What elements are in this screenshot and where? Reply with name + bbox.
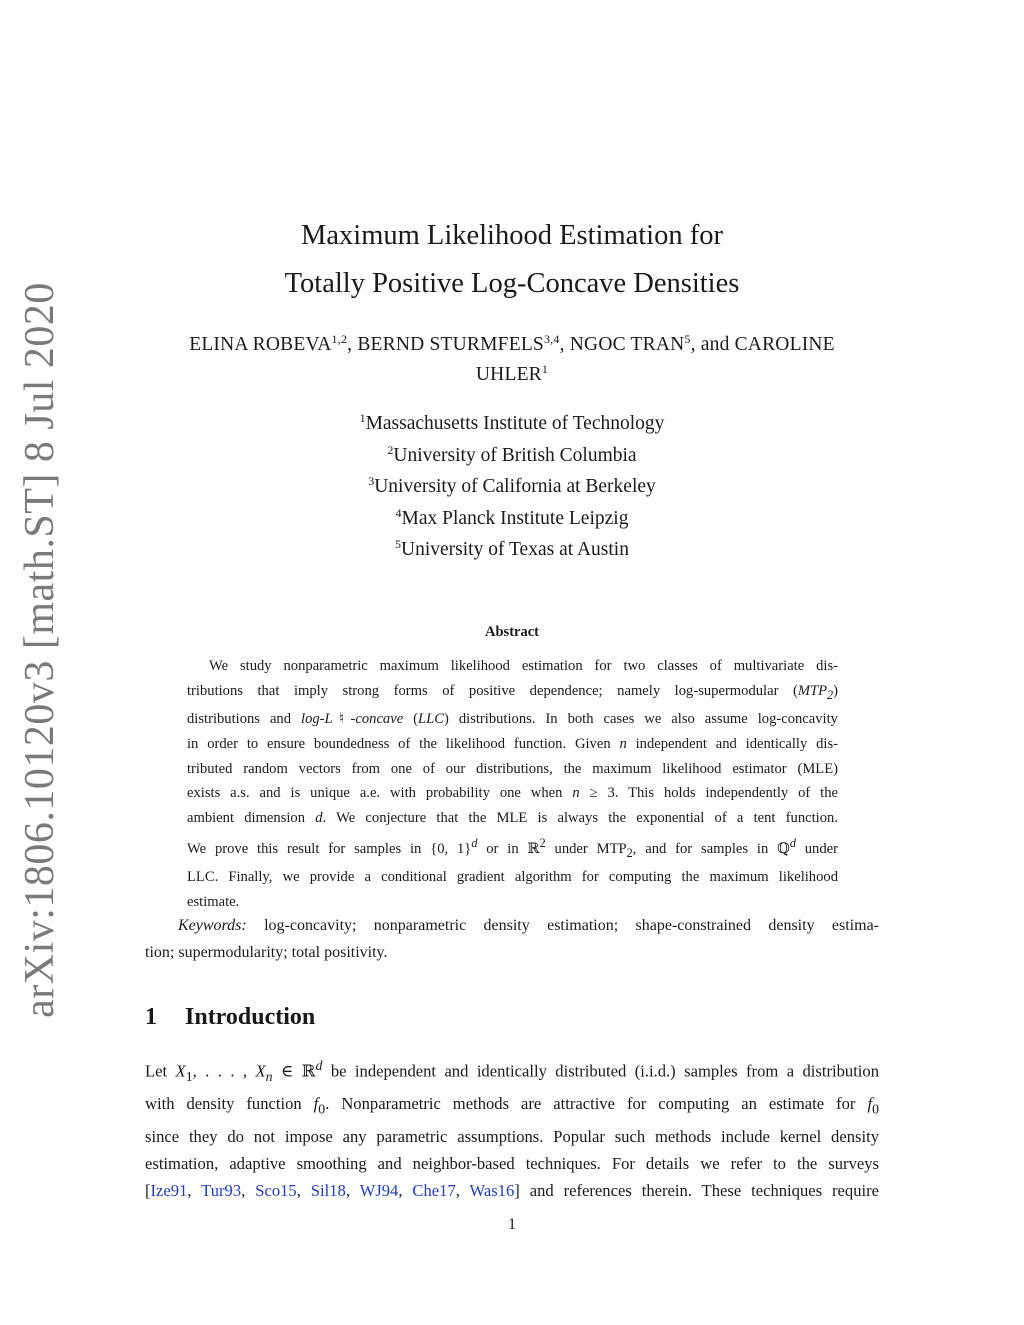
section-title: Introduction bbox=[185, 1004, 316, 1030]
citation-link[interactable]: Tur93 bbox=[201, 1180, 242, 1200]
abstract-heading: Abstract bbox=[485, 624, 539, 640]
affil-number: 1 bbox=[359, 411, 366, 425]
citation-link[interactable]: WJ94 bbox=[359, 1180, 399, 1200]
keywords-line: Keywords: log-concavity; nonparametric density estimation; shape-constrained density estima- bbox=[178, 917, 879, 934]
citation-link[interactable]: Che17 bbox=[412, 1180, 456, 1200]
affiliation bbox=[0, 471, 1024, 503]
affil-number: 4 bbox=[395, 505, 402, 520]
affil-number: 3 bbox=[368, 474, 375, 488]
affil-number: 5 bbox=[395, 537, 402, 551]
abstract-line: We prove this result for samples in {0, 1}$^d$ or in ℝ$^2$ under $MTP_2$, and for samples in ℚ$^d$ under bbox=[187, 835, 838, 860]
intro-line: [Ize91, Tur93, Sco15, Sil18, WJ94, Che17, Was16] and references therein. These techniques require bbox=[145, 1180, 879, 1200]
abstract-line: distributions and log-L♮-concave (LLC) distributions. In both cases we also assume log-concavity bbox=[187, 711, 838, 728]
citation-link[interactable]: Sco15 bbox=[255, 1180, 297, 1200]
author-affil-sup: 5 bbox=[684, 332, 691, 346]
affil-name: Max Planck Institute Leipzig bbox=[401, 507, 629, 529]
intro-line: with density function $f_0$. Nonparametric methods are attractive for computing an estimate for $f_0$ bbox=[145, 1094, 879, 1117]
citation-link[interactable]: Was16 bbox=[469, 1180, 515, 1200]
abstract-line: tributions that imply strong forms of positive dependence; namely log-supermodular $(MTP_2)$ bbox=[187, 682, 838, 702]
abstract-line: estimate. bbox=[187, 894, 240, 910]
affil-name: University of British Columbia bbox=[393, 444, 637, 466]
abstract-line: in order to ensure boundedness of the likelihood function. Given n independent and identically dis- bbox=[187, 736, 838, 753]
abstract-line: We study nonparametric maximum likelihood estimation for two classes of multivariate dis- bbox=[209, 658, 838, 674]
author-conjunction: , and CAROLINE bbox=[690, 334, 835, 355]
author-name: UHLER bbox=[475, 364, 542, 385]
affil-name: University of California at Berkeley bbox=[374, 476, 656, 497]
abstract-line: LLC. Finally, we provide a conditional gradient algorithm for computing the maximum likelihood bbox=[187, 869, 838, 886]
keywords bbox=[145, 912, 879, 966]
title-line-1: Maximum Likelihood Estimation for bbox=[301, 220, 723, 251]
affil-name: University of Texas at Austin bbox=[401, 539, 629, 560]
section-number: 1 bbox=[145, 1004, 157, 1030]
intro-line: Let $X_1$, . . . , $X_n$ ∈ ℝ$^d$ be independent and identically distributed (i.i.d.) samples from a distribution bbox=[145, 1058, 880, 1084]
arxiv-stamp: arXiv:1806.10120v3 [math.ST] 8 Jul 2020 bbox=[17, 282, 63, 1018]
affiliation-list bbox=[0, 408, 1024, 566]
author-name: ELINA ROBEVA bbox=[189, 334, 332, 355]
affil-name: Massachusetts Institute of Technology bbox=[365, 413, 665, 434]
abstract-body bbox=[187, 654, 838, 915]
intro-line: estimation, adaptive smoothing and neighbor-based techniques. For details we refer to the surveys bbox=[145, 1153, 879, 1173]
title-line-2: Totally Positive Log-Concave Densities bbox=[284, 268, 740, 299]
author-name: BERND STURMFELS bbox=[357, 334, 544, 355]
author-affil-sup: 3,4 bbox=[543, 332, 560, 346]
keywords-line: tion; supermodularity; total positivity. bbox=[145, 944, 388, 961]
section-heading bbox=[145, 1004, 315, 1031]
paper-title bbox=[0, 212, 1024, 308]
affil-number: 2 bbox=[387, 442, 394, 457]
abstract-line: tributed random vectors from one of our distributions, the maximum likelihood estimator (MLE) bbox=[187, 760, 838, 777]
keywords-label: Keywords: bbox=[178, 917, 247, 934]
affiliation bbox=[0, 534, 1024, 566]
abstract-line: ambient dimension d. We conjecture that the MLE is always the exponential of a tent function. bbox=[187, 810, 838, 827]
author-affil-sup: 1 bbox=[541, 362, 549, 376]
author-affil-sup: 1,2 bbox=[331, 332, 348, 346]
affiliation bbox=[0, 408, 1024, 440]
intro-line: since they do not impose any parametric assumptions. Popular such methods include kernel density bbox=[145, 1126, 879, 1146]
author-list: ELINA ROBEVA$^{1,2}$, BERND STURMFELS$^{3,4}$, NGOC TRAN$^5$, and CAROLINE UHLER$^1$ bbox=[189, 332, 835, 385]
affiliation bbox=[0, 440, 1024, 472]
page-number: 1 bbox=[508, 1216, 516, 1233]
affiliation bbox=[0, 503, 1024, 535]
citation-link[interactable]: Ize91 bbox=[150, 1180, 188, 1200]
abstract-line: exists a.s. and is unique a.e. with probability one when n ≥ 3. This holds independently of the bbox=[187, 785, 838, 802]
author-name: NGOC TRAN bbox=[569, 334, 685, 355]
intro-paragraph bbox=[145, 1052, 879, 1204]
citation-link[interactable]: Sil18 bbox=[310, 1180, 346, 1200]
